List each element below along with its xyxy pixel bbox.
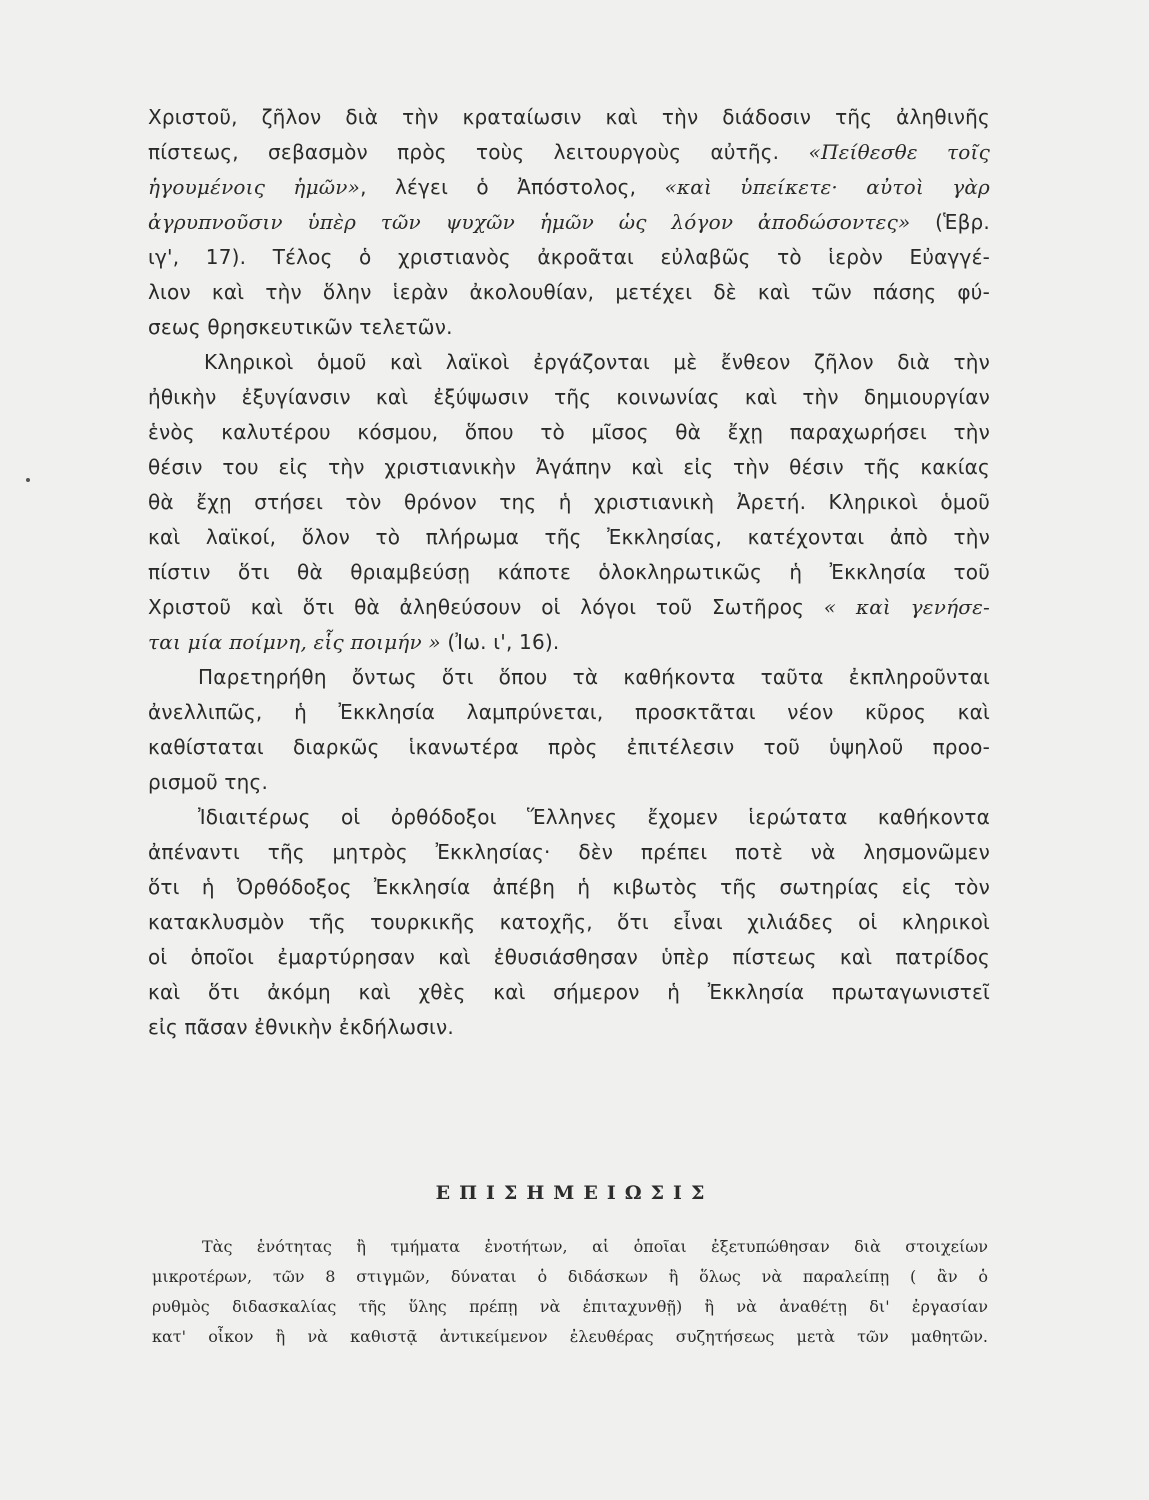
- text-line: πίστιν ὅτι θὰ θριαμβεύσῃ κάποτε ὁλοκληρωτικῶς ἡ Ἐκκλησία τοῦ: [148, 560, 990, 584]
- quote: ται μία ποίμνη, εἷς ποιμήν »: [148, 630, 441, 654]
- text-line: Ἰδιαιτέρως οἱ ὀρθόδοξοι Ἕλληνες ἔχομεν ἱερώτατα καθήκοντα: [198, 805, 990, 829]
- text-line: ἑνὸς καλυτέρου κόσμου, ὅπου τὸ μῖσος θὰ ἔχῃ παραχωρήσει τὴν: [148, 420, 990, 444]
- text-line: ἀνελλιπῶς, ἡ Ἐκκλησία λαμπρύνεται, προσκτᾶται νέον κῦρος καὶ: [148, 700, 990, 724]
- text-line: λιον καὶ τὴν ὅλην ἱερὰν ἀκολουθίαν, μετέχει δὲ καὶ τῶν πάσης φύ-: [148, 280, 990, 304]
- text-line: ρισμοῦ της.: [148, 770, 269, 794]
- note-line: ρυθμὸς διδασκαλίας τῆς ὕλης πρέπῃ νὰ ἐπιταχυνθῇ) ἢ νὰ ἀναθέτῃ δι' ἐργασίαν: [152, 1297, 988, 1316]
- text-line: ται μία ποίμνη, εἷς ποιμήν » (Ἰω. ι', 16).: [148, 630, 560, 654]
- text-line: ὅτι ἡ Ὀρθόδοξος Ἐκκλησία ἀπέβη ἡ κιβωτὸς τῆς σωτηρίας εἰς τὸν: [148, 875, 990, 899]
- text-line: Παρετηρήθη ὄντως ὅτι ὅπου τὰ καθήκοντα ταῦτα ἐκπληροῦνται: [198, 665, 990, 689]
- text-line: ἠθικὴν ἐξυγίανσιν καὶ ἐξύψωσιν τῆς κοινωνίας καὶ τὴν δημιουργίαν: [148, 385, 990, 409]
- quote: «καὶ ὑπείκετε· αὐτοὶ γὰρ: [664, 175, 991, 199]
- note-text: [152, 1232, 988, 1352]
- text-line: θέσιν του εἰς τὴν χριστιανικὴν Ἀγάπην καὶ εἰς τὴν θέσιν τῆς κακίας: [148, 455, 990, 479]
- body-text: [148, 100, 990, 1045]
- text-line: Χριστοῦ καὶ ὅτι θὰ ἀληθεύσουν οἱ λόγοι τοῦ Σωτῆρος « καὶ γενήσε-: [148, 595, 990, 619]
- quote: ἀγρυπνοῦσιν ὑπὲρ τῶν ψυχῶν ἡμῶν ὡς λόγον ἀποδώσοντες»: [148, 210, 911, 234]
- text-line: πίστεως, σεβασμὸν πρὸς τοὺς λειτουργοὺς αὐτῆς. «Πείθεσθε τοῖς: [148, 140, 990, 164]
- text-line: Κληρικοὶ ὁμοῦ καὶ λαϊκοὶ ἐργάζονται μὲ ἔνθεον ζῆλον διὰ τὴν: [204, 350, 990, 374]
- text-line: σεως θρησκευτικῶν τελετῶν.: [148, 315, 453, 339]
- text-line: ἡγουμένοις ἡμῶν», λέγει ὁ Ἀπόστολος, «καὶ ὑπείκετε· αὐτοὶ γὰρ: [148, 175, 991, 199]
- quote: ἡγουμένοις ἡμῶν»: [148, 175, 361, 199]
- text-line: ἀπέναντι τῆς μητρὸς Ἐκκλησίας· δὲν πρέπει ποτὲ νὰ λησμονῶμεν: [148, 840, 990, 864]
- note-line: μικροτέρων, τῶν 8 στιγμῶν, δύναται ὁ διδάσκων ἢ ὅλως νὰ παραλείπῃ ( ἂν ὁ: [152, 1267, 988, 1286]
- text-line: ιγ', 17). Τέλος ὁ χριστιανὸς ἀκροᾶται εὐλαβῶς τὸ ἱερὸν Εὐαγγέ-: [148, 245, 990, 269]
- text-line: ἀγρυπνοῦσιν ὑπὲρ τῶν ψυχῶν ἡμῶν ὡς λόγον ἀποδώσοντες» (Ἑβρ.: [148, 210, 990, 234]
- quote: «Πείθεσθε τοῖς: [808, 140, 990, 164]
- text-line: θὰ ἔχῃ στήσει τὸν θρόνον της ἡ χριστιανικὴ Ἀρετή. Κληρικοὶ ὁμοῦ: [148, 490, 990, 514]
- note-line: Τὰς ἑνότητας ἢ τμήματα ἑνοτήτων, αἱ ὁποῖαι ἐξετυπώθησαν διὰ στοιχείων: [202, 1237, 988, 1256]
- text-line: καὶ ὅτι ἀκόμη καὶ χθὲς καὶ σήμερον ἡ Ἐκκλησία πρωταγωνιστεῖ: [148, 980, 990, 1004]
- text-line: καὶ λαϊκοί, ὅλον τὸ πλήρωμα τῆς Ἐκκλησίας, κατέχονται ἀπὸ τὴν: [148, 525, 990, 549]
- text-line: οἱ ὁποῖοι ἐμαρτύρησαν καὶ ἐθυσιάσθησαν ὑπὲρ πίστεως καὶ πατρίδος: [148, 945, 990, 969]
- text-line: καθίσταται διαρκῶς ἱκανωτέρα πρὸς ἐπιτέλεσιν τοῦ ὑψηλοῦ προο-: [148, 735, 990, 759]
- text-line: Χριστοῦ, ζῆλον διὰ τὴν κραταίωσιν καὶ τὴν διάδοσιν τῆς ἀληθινῆς: [148, 105, 990, 129]
- text-line: κατακλυσμὸν τῆς τουρκικῆς κατοχῆς, ὅτι εἶναι χιλιάδες οἱ κληρικοὶ: [148, 910, 990, 934]
- quote: « καὶ γενήσε-: [823, 595, 990, 619]
- note-heading: ΕΠΙΣΗΜΕΙΩΣΙΣ: [435, 1182, 714, 1204]
- text-line: εἰς πᾶσαν ἐθνικὴν ἐκδήλωσιν.: [148, 1015, 454, 1039]
- note-line: κατ' οἶκον ἢ νὰ καθιστᾷ ἀντικείμενον ἐλευθέρας συζητήσεως μετὰ τῶν μαθητῶν.: [152, 1327, 988, 1346]
- scan-speck: [26, 478, 30, 482]
